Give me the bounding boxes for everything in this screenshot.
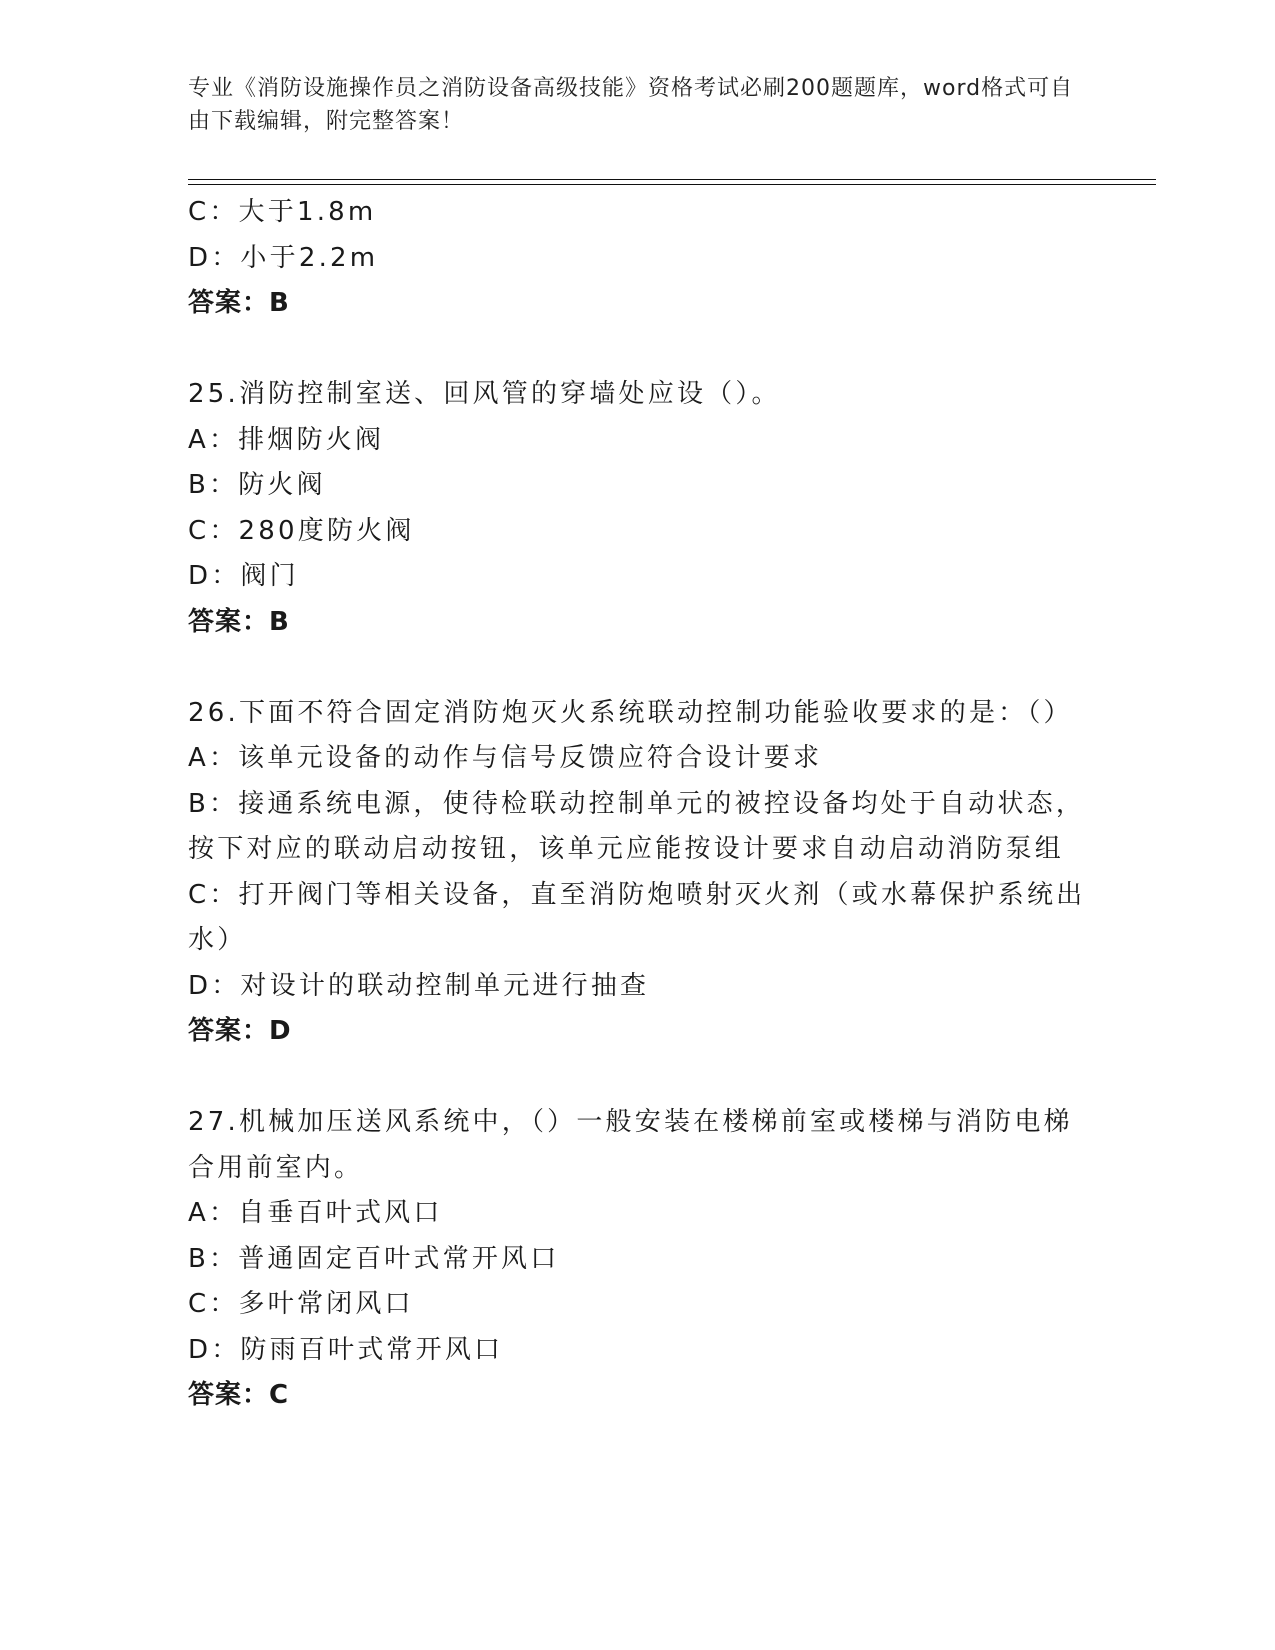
question-27 <box>188 1100 1088 1419</box>
header-divider-top <box>188 179 1156 180</box>
header-divider-bottom <box>188 184 1156 185</box>
question-25 <box>188 372 1088 645</box>
question-stem: 25.消防控制室送、回风管的穿墙处应设（）。 <box>188 379 781 409</box>
option-a: A：排烟防火阀 <box>188 424 385 455</box>
answer: 答案：D <box>188 1016 292 1046</box>
answer: 答案：B <box>188 606 290 637</box>
option-c: C：多叶常闭风口 <box>188 1289 414 1319</box>
option-c: C：大于1.8m <box>188 197 377 227</box>
question-stem: 26.下面不符合固定消防炮灭火系统联动控制功能验收要求的是：（） <box>188 697 1073 728</box>
option-c: C：打开阀门等相关设备，直至消防炮喷射灭火剂（或水幕保护系统出水） <box>188 879 1086 955</box>
question-stem: 27.机械加压送风系统中，（）一般安装在楼梯前室或楼梯与消防电梯合用前室内。 <box>188 1107 1073 1183</box>
answer: 答案：C <box>188 1380 290 1410</box>
option-d: D：防雨百叶式常开风口 <box>188 1334 504 1365</box>
option-a: A：自垂百叶式风口 <box>188 1198 443 1228</box>
document-header: 专业《消防设施操作员之消防设备高级技能》资格考试必刷200题题库，word格式可自由下载编辑，附完整答案！ <box>188 76 1074 134</box>
option-b: B：防火阀 <box>188 470 326 500</box>
spacer <box>188 327 1088 373</box>
spacer <box>188 645 1088 691</box>
option-b: B：普通固定百叶式常开风口 <box>188 1243 560 1274</box>
option-d: D：阀门 <box>188 561 299 591</box>
question-24-tail <box>188 190 1088 327</box>
option-a: A：该单元设备的动作与信号反馈应符合设计要求 <box>188 743 823 773</box>
option-c: C：280度防火阀 <box>188 515 415 546</box>
answer: 答案：B <box>188 288 290 318</box>
question-list <box>188 190 1088 1419</box>
option-d: D：对设计的联动控制单元进行抽查 <box>188 970 650 1001</box>
option-b: B：接通系统电源，使待检联动控制单元的被控设备均处于自动状态，按下对应的联动启动按钮，该单元应能按设计要求自动启动消防泵组 <box>188 788 1086 864</box>
option-d: D：小于2.2m <box>188 242 379 273</box>
question-26 <box>188 691 1088 1055</box>
spacer <box>188 1055 1088 1101</box>
